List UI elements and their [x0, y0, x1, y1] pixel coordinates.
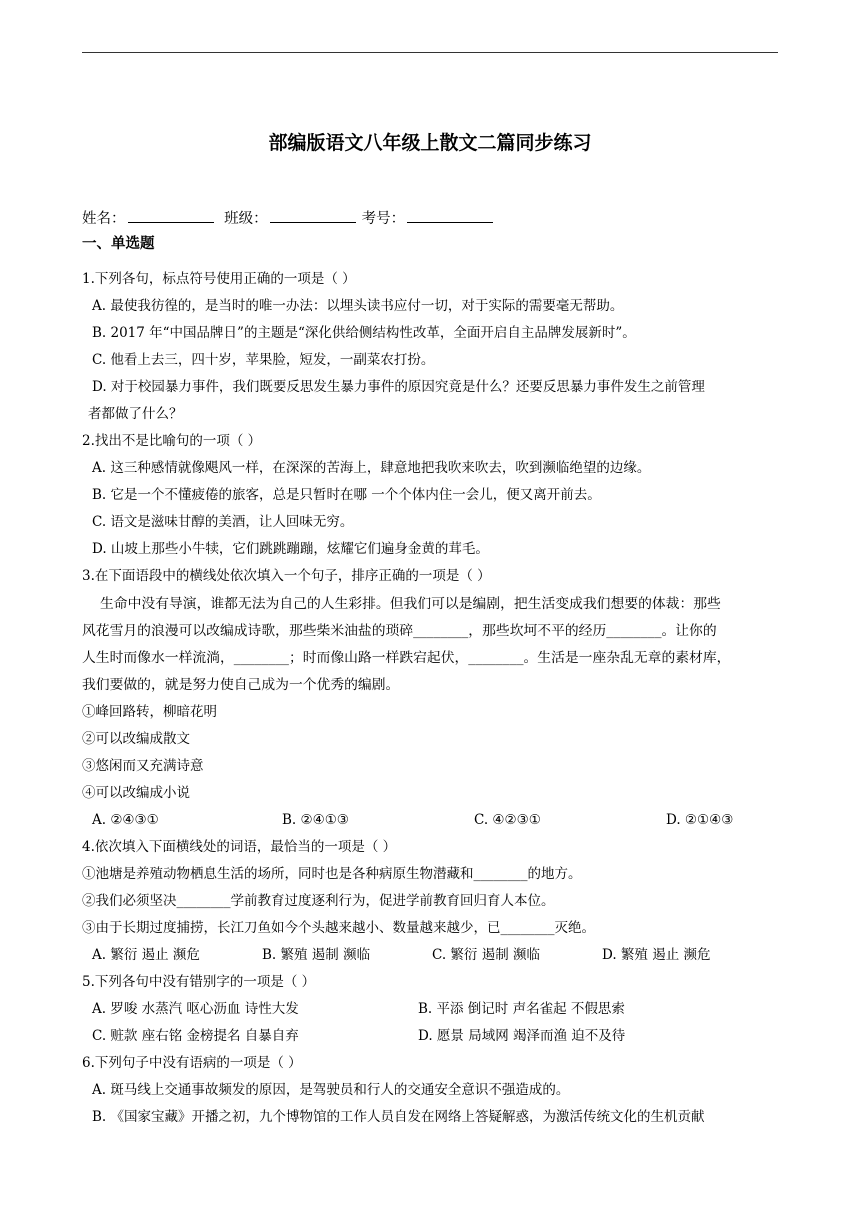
question-3-passage-line-4: 我们要做的，就是努力使自己成为一个优秀的编剧。	[82, 677, 400, 693]
question-4-option-a: A. 繁衍 遏止 濒危	[92, 947, 200, 963]
question-3-stem: 3.在下面语段中的横线处依次填入一个句子，排序正确的一项是（ ）	[82, 568, 491, 584]
question-2-option-a: A. 这三种感情就像飓风一样，在深深的苦海上，肆意地把我吹来吹去，吹到濒临绝望的边缘。	[92, 460, 651, 476]
question-4-sentence-3: ③由于长期过度捕捞，长江刀鱼如今个头越来越小、数量越来越少，已________灭绝。	[82, 920, 595, 936]
question-3-item-1: ①峰回路转，柳暗花明	[82, 704, 217, 720]
question-2-option-d: D. 山坡上那些小牛犊，它们跳跳蹦蹦，炫耀它们遍身金黄的茸毛。	[92, 541, 489, 557]
question-4-option-d: D. 繁殖 遏止 濒危	[602, 947, 711, 963]
question-1-stem: 1.下列各句，标点符号使用正确的一项是（ ）	[82, 271, 356, 287]
question-3-passage-line-3: 人生时而像水一样流淌，________；时而像山路一样跌宕起伏，________。生活是一座杂乱无章的素材库，	[82, 650, 731, 666]
question-3-passage-line-2: 风花雪月的浪漫可以改编成诗歌，那些柴米油盐的琐碎________，那些坎坷不平的经历________。让你的	[82, 623, 717, 639]
question-6-stem: 6.下列句子中没有语病的一项是（ ）	[82, 1055, 302, 1071]
question-3-item-3: ③悠闲而又充满诗意	[82, 758, 204, 774]
class-blank[interactable]	[270, 208, 356, 223]
question-2-stem: 2.找出不是比喻句的一项（ ）	[82, 433, 262, 449]
document-title: 部编版语文八年级上散文二篇同步练习	[268, 132, 592, 154]
question-4-option-b: B. 繁殖 遏制 濒临	[262, 947, 371, 963]
question-4-sentence-1: ①池塘是养殖动物栖息生活的场所，同时也是各种病原生物潜藏和________的地方。	[82, 866, 582, 882]
question-3-option-b: B. ②④①③	[282, 812, 349, 828]
question-5-stem: 5.下列各句中没有错别字的一项是（ ）	[82, 974, 316, 990]
question-6-option-b: B. 《国家宝藏》开播之初，九个博物馆的工作人员自发在网络上答疑解惑，为激活传统文化的生机贡献	[92, 1109, 705, 1125]
question-1-option-c: C. 他看上去三，四十岁，苹果脸，短发，一副菜农打扮。	[92, 352, 435, 368]
question-4-option-c: C. 繁衍 遏制 濒临	[432, 947, 541, 963]
question-3-option-a: A. ②④③①	[92, 812, 159, 828]
name-label: 姓名：	[82, 211, 126, 227]
question-4-sentence-2: ②我们必须坚决________学前教育过度逐利行为，促进学前教育回归育人本位。	[82, 893, 555, 909]
question-2-option-c: C. 语文是滋味甘醇的美酒，让人回味无穷。	[92, 514, 354, 530]
class-label: 班级：	[224, 211, 268, 227]
question-1-option-d-cont: 者都做了什么？	[88, 406, 183, 422]
question-6-option-a: A. 斑马线上交通事故频发的原因，是驾驶员和行人的交通安全意识不强造成的。	[92, 1082, 570, 1098]
question-3-item-4: ④可以改编成小说	[82, 785, 190, 801]
question-5-option-a: A. 罗唆 水蒸汽 呕心沥血 诗性大发	[92, 1001, 299, 1017]
question-4-stem: 4.依次填入下面横线处的词语，最恰当的一项是（ ）	[82, 839, 397, 855]
question-1-option-a: A. 最使我彷徨的，是当时的唯一办法：以埋头读书应付一切，对于实际的需要毫无帮助。	[92, 298, 624, 314]
question-1-option-d: D. 对于校园暴力事件，我们既要反思发生暴力事件的原因究竟是什么？还要反思暴力事件发生之前管理	[92, 379, 705, 395]
question-3-passage-line-1: 生命中没有导演，谁都无法为自己的人生彩排。但我们可以是编剧，把生活变成我们想要的体裁：那些	[100, 596, 721, 612]
question-5-option-b: B. 平添 倒记时 声名雀起 不假思索	[418, 1001, 625, 1017]
question-3-item-2: ②可以改编成散文	[82, 731, 190, 747]
question-5-option-c: C. 赃款 座右铭 金榜提名 自暴自弃	[92, 1028, 299, 1044]
header-rule	[82, 52, 778, 53]
exam-number-label: 考号：	[361, 211, 406, 227]
name-blank[interactable]	[128, 208, 214, 223]
exam-number-blank[interactable]	[407, 208, 493, 223]
question-1-option-b: B. 2017 年“中国品牌日”的主题是“深化供给侧结构性改革，全面开启自主品牌发展新时”。	[92, 325, 636, 341]
question-2-option-b: B. 它是一个不懂疲倦的旅客，总是只暂时在哪 一个个体内住一会儿，便又离开前去。	[92, 487, 601, 503]
student-info-line	[82, 208, 499, 229]
question-3-option-c: C. ④②③①	[474, 812, 541, 828]
section-heading: 一、单选题	[82, 236, 155, 252]
question-5-option-d: D. 愿景 局域网 竭泽而渔 迫不及待	[418, 1028, 626, 1044]
question-3-option-d: D. ②①④③	[666, 812, 734, 828]
